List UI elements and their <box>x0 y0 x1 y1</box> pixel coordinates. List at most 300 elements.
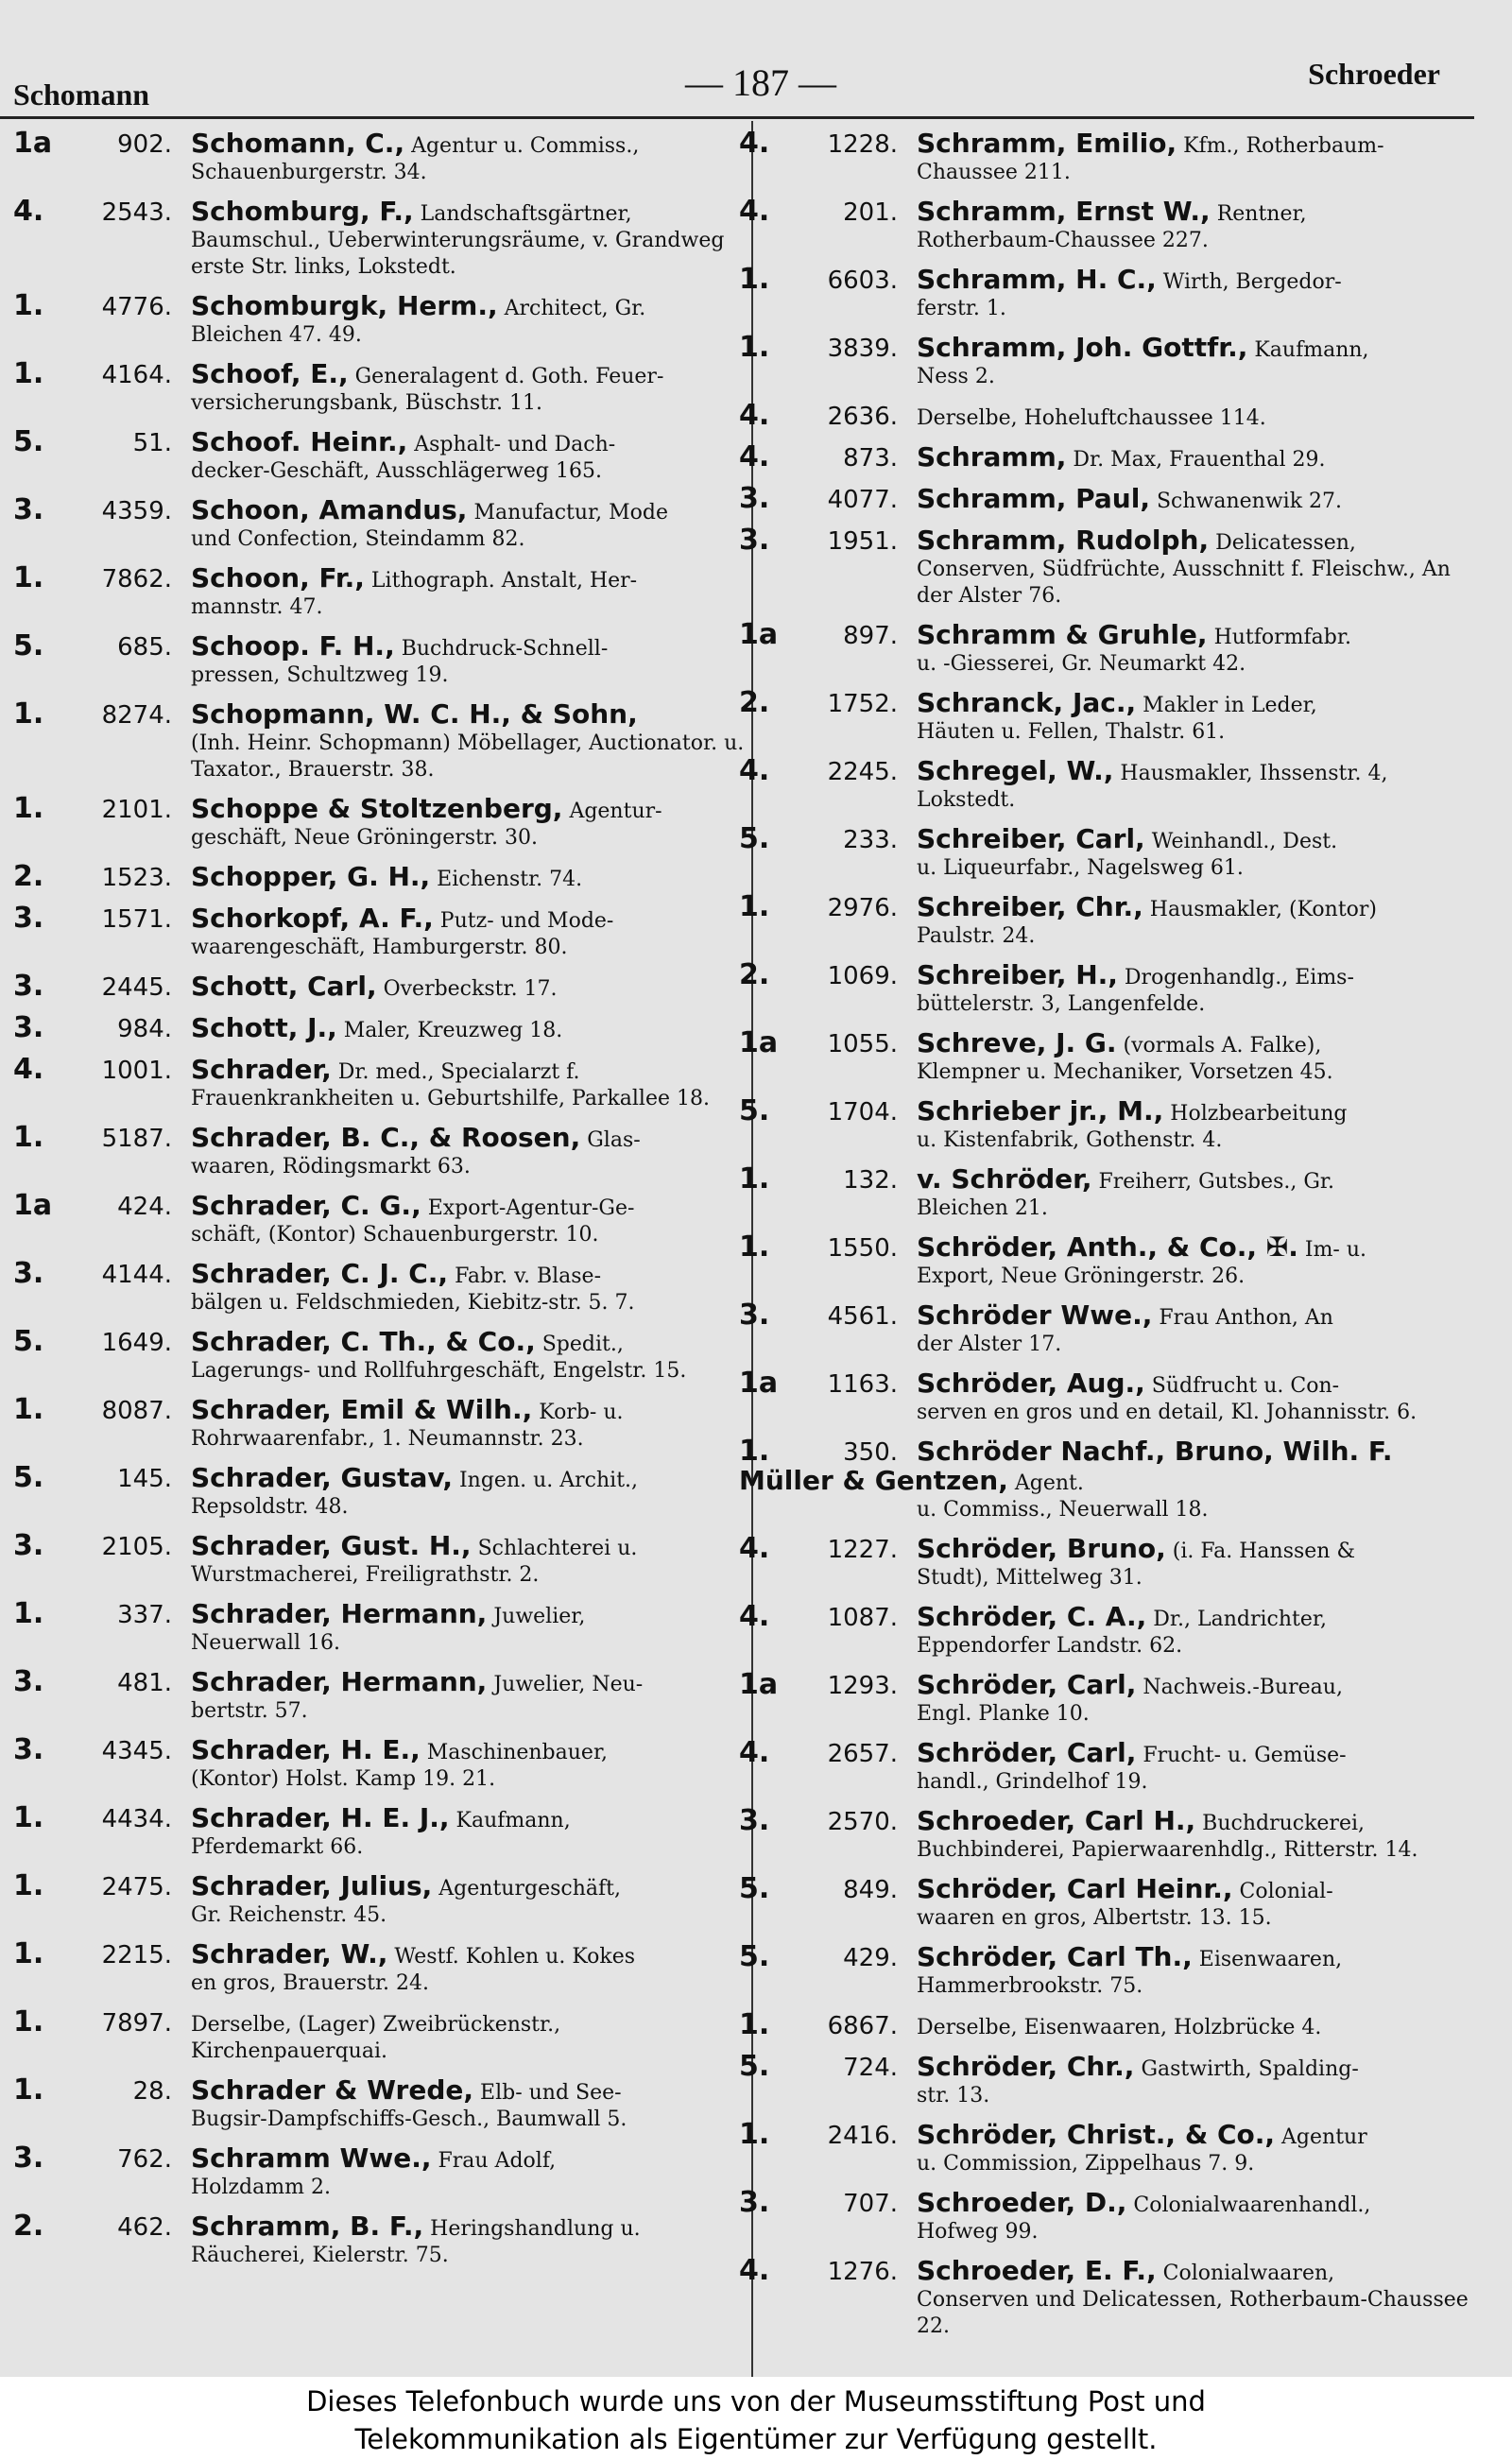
entry-name: Schrader, H. E., <box>191 1734 421 1765</box>
entry-phone-number: 4345. <box>101 1737 172 1765</box>
entry-text: Frau Anthon, An <box>1159 1306 1333 1330</box>
directory-entry <box>739 440 1486 473</box>
entry-text: Landschaftsgärtner, <box>420 202 632 226</box>
entry-volume: 2. <box>13 2210 44 2243</box>
entry-name: Schramm, Emilio, <box>917 128 1177 159</box>
entry-volume: 1. <box>13 792 44 825</box>
entry-text: Gastwirth, Spalding- <box>1141 2057 1359 2081</box>
entry-text: (i. Fa. Hanssen & <box>1172 1540 1356 1563</box>
entry-name: Schramm, <box>917 441 1067 473</box>
directory-entry <box>739 754 1486 814</box>
entry-volume: 1. <box>739 1435 770 1468</box>
entry-phone-number: 2416. <box>827 2122 898 2150</box>
directory-entry <box>13 1011 755 1044</box>
entry-phone-number: 2245. <box>827 758 898 786</box>
left-column <box>13 127 755 2281</box>
entry-volume: 1. <box>13 1121 44 1154</box>
entry-name: Schröder, Carl Heinr., <box>917 1873 1233 1904</box>
entry-text: Overbeckstr. 17. <box>383 977 558 1001</box>
entry-name: Schrader, <box>191 1054 332 1085</box>
directory-entry <box>13 425 755 485</box>
entry-continuation: serven en gros und en detail, Kl. Johannisstr. 6. <box>917 1401 1418 1424</box>
entry-continuation: Ness 2. <box>917 365 995 388</box>
directory-entry <box>739 1600 1486 1660</box>
entry-name: Schröder Nachf., Bruno, Wilh. F. Müller & Gentzen, <box>739 1436 1393 1496</box>
entry-continuation: handl., Grindelhof 19. <box>917 1770 1148 1794</box>
entry-name: Schomann, C., <box>191 128 405 159</box>
entry-name: Schrader, C. G., <box>191 1190 421 1221</box>
entry-phone-number: 8087. <box>101 1397 172 1425</box>
entry-text: Derselbe, (Lager) Zweibrückenstr., <box>191 2013 561 2037</box>
entry-name: Schreiber, H., <box>917 959 1118 990</box>
entry-name: Schrader, Julius, <box>191 1870 433 1901</box>
directory-entry <box>739 686 1486 746</box>
entry-phone-number: 337. <box>117 1601 172 1629</box>
entry-volume: 1. <box>13 289 44 322</box>
entry-name: Schramm, Rudolph, <box>917 525 1210 556</box>
entry-name: Schrader, W., <box>191 1938 388 1970</box>
entry-continuation: Frauenkrankheiten u. Geburtshilfe, Parkallee 18. <box>191 1087 710 1110</box>
entry-continuation: Conserven und Delicatessen, Rotherbaum-Chaussee 22. <box>917 2288 1469 2338</box>
entry-phone-number: 1087. <box>827 1604 898 1632</box>
entry-volume: 4. <box>13 195 44 228</box>
entry-phone-number: 2101. <box>101 796 172 824</box>
entry-name: Schramm, B. F., <box>191 2211 424 2242</box>
entry-name: Schregel, W., <box>917 755 1114 786</box>
entry-phone-number: 2445. <box>101 973 172 1002</box>
entry-continuation: Häuten u. Fellen, Thalstr. 61. <box>917 720 1226 744</box>
entry-volume: 1. <box>739 2008 770 2041</box>
entry-text: Frucht- u. Gemüse- <box>1143 1744 1347 1767</box>
entry-text: Südfrucht u. Con- <box>1151 1374 1340 1398</box>
entry-volume: 1a <box>739 1367 779 1400</box>
footer-line-2: Telekommunikation als Eigentümer zur Verfügung gestellt. <box>354 2423 1158 2455</box>
directory-entry <box>13 860 755 893</box>
directory-entry <box>13 1393 755 1453</box>
directory-entry <box>13 1733 755 1793</box>
entry-name: Schramm, H. C., <box>917 264 1157 295</box>
entry-text: Heringshandlung u. <box>430 2217 641 2241</box>
entry-volume: 3. <box>13 1257 44 1290</box>
entry-text: Kaufmann, <box>1254 338 1369 362</box>
entry-phone-number: 8274. <box>101 701 172 730</box>
entry-volume: 4. <box>739 440 770 473</box>
entry-phone-number: 1163. <box>827 1370 898 1399</box>
entry-continuation: Rohrwaarenfabr., 1. Neumannstr. 23. <box>191 1427 584 1451</box>
entry-name: Schomburg, F., <box>191 196 414 227</box>
entry-name: Schrader, Emil & Wilh., <box>191 1394 533 1425</box>
entry-text: Dr., Landrichter, <box>1153 1608 1327 1631</box>
directory-entry <box>739 1872 1486 1932</box>
entry-continuation: Klempner u. Mechaniker, Vorsetzen 45. <box>917 1060 1333 1084</box>
directory-entry <box>739 263 1486 322</box>
directory-entry <box>739 822 1486 882</box>
entry-continuation: Schauenburgerstr. 34. <box>191 161 427 184</box>
entry-continuation: büttelerstr. 3, Langenfelde. <box>917 992 1206 1016</box>
entry-name: Schramm & Gruhle, <box>917 619 1208 650</box>
entry-phone-number: 145. <box>117 1465 172 1493</box>
directory-entry <box>13 970 755 1003</box>
entry-continuation: Neuerwall 16. <box>191 1631 340 1655</box>
entry-phone-number: 7897. <box>101 2009 172 2038</box>
entry-phone-number: 762. <box>117 2145 172 2174</box>
entry-phone-number: 233. <box>843 826 898 854</box>
entry-text: Export-Agentur-Ge- <box>427 1196 635 1220</box>
entry-text: Elb- und See- <box>480 2081 622 2105</box>
entry-phone-number: 4561. <box>827 1302 898 1331</box>
entry-name: Schorkopf, A. F., <box>191 903 434 934</box>
directory-entry <box>739 1668 1486 1728</box>
entry-volume: 5. <box>739 1872 770 1905</box>
entry-volume: 1a <box>13 1189 53 1222</box>
entry-volume: 1. <box>739 1162 770 1196</box>
entry-phone-number: 201. <box>843 198 898 227</box>
entry-volume: 1. <box>739 331 770 364</box>
entry-volume: 1. <box>739 263 770 296</box>
entry-name: Schröder, Carl, <box>917 1669 1137 1700</box>
entry-continuation: u. -Giesserei, Gr. Neumarkt 42. <box>917 652 1246 676</box>
entry-name: Schramm Wwe., <box>191 2142 432 2174</box>
entry-name: Schrader, Gust. H., <box>191 1530 472 1561</box>
entry-name: Schramm, Paul, <box>917 483 1150 514</box>
entry-phone-number: 2475. <box>101 1873 172 1901</box>
directory-entry <box>739 1026 1486 1086</box>
entry-name: Schrader, Hermann, <box>191 1598 488 1629</box>
entry-phone-number: 4164. <box>101 361 172 389</box>
entry-text: Kaufmann, <box>455 1809 571 1832</box>
directory-entry <box>13 2210 755 2269</box>
entry-volume: 4. <box>739 1532 770 1565</box>
entry-continuation: bertstr. 57. <box>191 1699 308 1723</box>
directory-entry <box>13 792 755 852</box>
entry-volume: 3. <box>13 902 44 935</box>
directory-entry <box>739 2186 1486 2245</box>
entry-phone-number: 1001. <box>101 1057 172 1085</box>
entry-phone-number: 2543. <box>101 198 172 227</box>
entry-phone-number: 132. <box>843 1166 898 1195</box>
entry-phone-number: 5187. <box>101 1125 172 1153</box>
entry-continuation: bälgen u. Feldschmieden, Kiebitz-str. 5. 7. <box>191 1291 635 1315</box>
entry-name: Schranck, Jac., <box>917 687 1137 718</box>
entry-name: Schröder, Anth., & Co., ✠. <box>917 1231 1298 1263</box>
entry-continuation: Bugsir-Dampfschiffs-Gesch., Baumwall 5. <box>191 2107 627 2131</box>
directory-entry <box>13 1801 755 1861</box>
entry-text: Asphalt- und Dach- <box>414 433 616 456</box>
entry-volume: 2. <box>13 860 44 893</box>
entry-name: Schröder, Aug., <box>917 1368 1145 1399</box>
entry-phone-number: 873. <box>843 444 898 473</box>
entry-name: Schrader, C. J. C., <box>191 1258 449 1289</box>
entry-continuation: str. 13. <box>917 2084 990 2107</box>
entry-text: Ingen. u. Archit., <box>458 1469 639 1492</box>
entry-volume: 3. <box>13 2142 44 2175</box>
entry-volume: 3. <box>739 482 770 515</box>
entry-volume: 4. <box>739 1736 770 1769</box>
entry-volume: 1. <box>13 1393 44 1426</box>
entry-text: Schlachterei u. <box>477 1537 638 1560</box>
entry-continuation: und Confection, Steindamm 82. <box>191 527 525 551</box>
directory-entry <box>13 1257 755 1316</box>
entry-name: Schreiber, Carl, <box>917 823 1145 854</box>
entry-volume: 1a <box>739 618 779 651</box>
entry-continuation: Conserven, Südfrüchte, Ausschnitt f. Fleischw., An der Alster 76. <box>917 558 1451 608</box>
entry-continuation: Lagerungs- und Rollfuhrgeschäft, Engelstr. 15. <box>191 1359 687 1383</box>
entry-phone-number: 1069. <box>827 962 898 990</box>
entry-volume: 1. <box>739 890 770 923</box>
directory-entry <box>13 1053 755 1112</box>
footer-notice <box>0 2377 1512 2460</box>
entry-phone-number: 350. <box>843 1438 898 1467</box>
entry-volume: 3. <box>739 524 770 557</box>
entry-phone-number: 2636. <box>827 403 898 431</box>
directory-entry <box>13 289 755 349</box>
entry-volume: 1a <box>13 127 53 160</box>
directory-entry <box>13 629 755 689</box>
entry-text: Generalagent d. Goth. Feuer- <box>354 365 664 388</box>
entry-text: Colonial- <box>1239 1880 1333 1903</box>
entry-phone-number: 4144. <box>101 1261 172 1289</box>
entry-volume: 5. <box>13 425 44 458</box>
entry-phone-number: 1752. <box>827 690 898 718</box>
entry-phone-number: 2657. <box>827 1740 898 1768</box>
entry-text: Agent. <box>1014 1471 1084 1495</box>
entry-continuation: Rotherbaum-Chaussee 227. <box>917 229 1209 252</box>
entry-volume: 1. <box>13 2005 44 2039</box>
entry-name: Schoon, Amandus, <box>191 494 468 525</box>
entry-continuation: en gros, Brauerstr. 24. <box>191 1971 430 1995</box>
entry-phone-number: 2105. <box>101 1533 172 1561</box>
entry-volume: 4. <box>739 2254 770 2287</box>
entry-phone-number: 1055. <box>827 1030 898 1058</box>
entry-name: Schoppe & Stoltzenberg, <box>191 793 563 824</box>
entry-continuation: u. Commiss., Neuerwall 18. <box>917 1498 1209 1522</box>
entry-continuation: Hofweg 99. <box>917 2220 1039 2244</box>
page-header <box>0 57 1512 110</box>
entry-continuation: Chaussee 211. <box>917 161 1071 184</box>
entry-name: Schreiber, Chr., <box>917 891 1143 922</box>
entry-continuation: Gr. Reichenstr. 45. <box>191 1903 387 1927</box>
directory-entry <box>739 1532 1486 1591</box>
entry-volume: 3. <box>13 1011 44 1044</box>
entry-phone-number: 2570. <box>827 1808 898 1836</box>
entry-volume: 3. <box>739 2186 770 2219</box>
entry-text: Drogenhandlg., Eims- <box>1124 966 1354 989</box>
entry-continuation: Export, Neue Gröningerstr. 26. <box>917 1264 1246 1288</box>
entry-text: Nachweis.-Bureau, <box>1143 1676 1343 1699</box>
entry-text: Colonialwaaren, <box>1162 2262 1335 2285</box>
entry-text: Freiherr, Gutsbes., Gr. <box>1098 1170 1335 1194</box>
entry-text: Juwelier, <box>493 1605 586 1628</box>
directory-entry <box>13 1325 755 1385</box>
entry-volume: 1. <box>13 1597 44 1630</box>
entry-text: Putz- und Mode- <box>439 909 614 933</box>
entry-phone-number: 4434. <box>101 1805 172 1833</box>
entry-text: Agentur- <box>569 800 662 823</box>
entry-phone-number: 2976. <box>827 894 898 922</box>
entry-volume: 5. <box>13 1461 44 1494</box>
entry-volume: 1. <box>13 1869 44 1902</box>
entry-continuation: Bleichen 47. 49. <box>191 323 362 347</box>
entry-phone-number: 707. <box>843 2190 898 2218</box>
right-column <box>739 127 1486 2352</box>
footer-line-1: Dieses Telefonbuch wurde uns von der Museumsstiftung Post und <box>306 2385 1206 2417</box>
entry-text: Juwelier, Neu- <box>493 1673 644 1696</box>
entry-phone-number: 1550. <box>827 1234 898 1263</box>
entry-name: Schroeder, Carl H., <box>917 1805 1196 1836</box>
directory-entry <box>739 1435 1486 1523</box>
entry-phone-number: 1276. <box>827 2258 898 2286</box>
directory-entry <box>739 1299 1486 1358</box>
directory-entry <box>739 482 1486 515</box>
entry-continuation: waarengeschäft, Hamburgerstr. 80. <box>191 936 568 959</box>
entry-text: Kfm., Rotherbaum- <box>1183 134 1384 158</box>
directory-entry <box>13 1461 755 1521</box>
entry-volume: 4. <box>739 754 770 787</box>
entry-text: Frau Adolf, <box>438 2149 557 2173</box>
entry-volume: 4. <box>739 1600 770 1633</box>
entry-volume: 1. <box>739 2118 770 2151</box>
entry-continuation: Wurstmacherei, Freiligrathstr. 2. <box>191 1563 540 1587</box>
entry-name: Schröder, Carl, <box>917 1737 1137 1768</box>
entry-phone-number: 424. <box>117 1193 172 1221</box>
entry-name: Schott, Carl, <box>191 971 377 1002</box>
entry-name: Schroeder, D., <box>917 2187 1127 2218</box>
entry-continuation: mannstr. 47. <box>191 595 323 619</box>
entry-volume: 4. <box>739 399 770 432</box>
entry-text: Colonialwaarenhandl., <box>1133 2193 1371 2217</box>
directory-entry <box>739 1230 1486 1290</box>
entry-text: Wirth, Bergedor- <box>1162 270 1342 294</box>
entry-phone-number: 1228. <box>827 130 898 159</box>
entry-text: (vormals A. Falke), <box>1123 1034 1322 1058</box>
entry-phone-number: 6603. <box>827 267 898 295</box>
page-number: — 187 — <box>685 61 836 104</box>
entry-volume: 2. <box>739 958 770 991</box>
entry-continuation: Eppendorfer Landstr. 62. <box>917 1634 1183 1658</box>
entry-text: Manufactur, Mode <box>473 501 668 525</box>
entry-text: Spedit., <box>541 1333 624 1356</box>
entry-name: Schrader, C. Th., & Co., <box>191 1326 536 1357</box>
entry-name: Schomburgk, Herm., <box>191 290 498 321</box>
entry-text: Westf. Kohlen u. Kokes <box>394 1945 636 1969</box>
entry-text: Makler in Leder, <box>1143 694 1317 717</box>
entry-continuation: Pferdemarkt 66. <box>191 1835 364 1859</box>
entry-continuation: waaren, Rödingsmarkt 63. <box>191 1155 471 1178</box>
entry-text: Agentur <box>1281 2125 1367 2149</box>
directory-entry <box>739 1162 1486 1222</box>
entry-phone-number: 1951. <box>827 527 898 556</box>
directory-entry <box>739 1940 1486 2000</box>
entry-text: Korb- u. <box>539 1401 624 1424</box>
entry-volume: 1. <box>739 1230 770 1264</box>
entry-continuation: versicherungsbank, Büschstr. 11. <box>191 391 543 415</box>
directory-entry <box>739 1736 1486 1796</box>
entry-text: Hutformfabr. <box>1213 626 1351 649</box>
entry-continuation: u. Kistenfabrik, Gothenstr. 4. <box>917 1128 1223 1152</box>
entry-name: Schrader, H. E. J., <box>191 1802 450 1833</box>
entry-name: Schröder, Chr., <box>917 2051 1135 2082</box>
entry-phone-number: 462. <box>117 2213 172 2242</box>
directory-entry <box>739 2254 1486 2340</box>
entry-phone-number: 1704. <box>827 1098 898 1127</box>
entry-name: Schröder, Carl Th., <box>917 1941 1193 1972</box>
entry-text: Rentner, <box>1216 202 1307 226</box>
entry-phone-number: 6867. <box>827 2012 898 2040</box>
entry-phone-number: 481. <box>117 1669 172 1697</box>
entry-volume: 1. <box>13 561 44 594</box>
directory-entry <box>739 890 1486 950</box>
entry-name: Schoon, Fr., <box>191 562 365 593</box>
entry-name: Schrader, Hermann, <box>191 1666 488 1697</box>
entry-text: Im- u. <box>1304 1238 1367 1262</box>
entry-text: Lithograph. Anstalt, Her- <box>370 569 638 593</box>
entry-volume: 1. <box>13 697 44 731</box>
entry-text: Derselbe, Eisenwaaren, Holzbrücke 4. <box>917 2016 1322 2039</box>
entry-volume: 4. <box>739 127 770 160</box>
entry-phone-number: 724. <box>843 2054 898 2082</box>
entry-phone-number: 1523. <box>101 864 172 892</box>
entry-continuation: Holzdamm 2. <box>191 2176 331 2199</box>
entry-name: Schott, J., <box>191 1012 337 1043</box>
directory-entry <box>739 524 1486 610</box>
directory-entry <box>739 127 1486 186</box>
directory-entry <box>739 1804 1486 1864</box>
entry-phone-number: 1571. <box>101 905 172 934</box>
entry-text: Maschinenbauer, <box>426 1741 609 1764</box>
header-first-name: Schomann <box>13 77 150 112</box>
entry-text: Eisenwaaren, <box>1198 1948 1343 1971</box>
directory-entry <box>739 2008 1486 2041</box>
entry-name: Schroeder, E. F., <box>917 2255 1157 2286</box>
entry-name: Schrader, Gustav, <box>191 1462 453 1493</box>
entry-phone-number: 51. <box>132 429 172 457</box>
entry-name: Schramm, Ernst W., <box>917 196 1211 227</box>
entry-volume: 4. <box>13 1053 44 1086</box>
entry-phone-number: 4776. <box>101 293 172 321</box>
directory-entry <box>13 1869 755 1929</box>
directory-entry <box>13 1121 755 1180</box>
entry-volume: 5. <box>739 1940 770 1973</box>
entry-phone-number: 28. <box>132 2077 172 2106</box>
entry-text: Architect, Gr. <box>504 297 646 320</box>
entry-continuation: Baumschul., Ueberwinterungsräume, v. Grandweg erste Str. links, Lokstedt. <box>191 229 725 279</box>
entry-text: Hausmakler, (Kontor) <box>1149 898 1378 921</box>
directory-entry <box>739 618 1486 678</box>
directory-entry <box>739 958 1486 1018</box>
entry-continuation: ferstr. 1. <box>917 297 1006 320</box>
entry-continuation: (Kontor) Holst. Kamp 19. 21. <box>191 1767 496 1791</box>
entry-volume: 1. <box>13 1937 44 1970</box>
entry-continuation: geschäft, Neue Gröningerstr. 30. <box>191 826 538 850</box>
directory-entry <box>13 195 755 281</box>
entry-text: Delicatessen, <box>1215 531 1356 555</box>
entry-name: Schröder Wwe., <box>917 1299 1153 1331</box>
entry-name: Schrieber jr., M., <box>917 1095 1164 1127</box>
entry-text: Glas- <box>587 1128 641 1152</box>
entry-continuation: pressen, Schultzweg 19. <box>191 663 449 687</box>
entry-phone-number: 984. <box>117 1015 172 1043</box>
entry-volume: 5. <box>739 2050 770 2083</box>
entry-volume: 5. <box>13 629 44 662</box>
entry-name: Schröder, C. A., <box>917 1601 1147 1632</box>
entry-phone-number: 4359. <box>101 497 172 525</box>
directory-entry <box>13 127 755 186</box>
entry-volume: 3. <box>13 970 44 1003</box>
entry-name: v. Schröder, <box>917 1163 1092 1195</box>
entry-text: Fabr. v. Blase- <box>455 1264 602 1288</box>
entry-continuation: Lokstedt. <box>917 788 1016 812</box>
entry-continuation: Hammerbrookstr. 75. <box>917 1974 1143 1998</box>
